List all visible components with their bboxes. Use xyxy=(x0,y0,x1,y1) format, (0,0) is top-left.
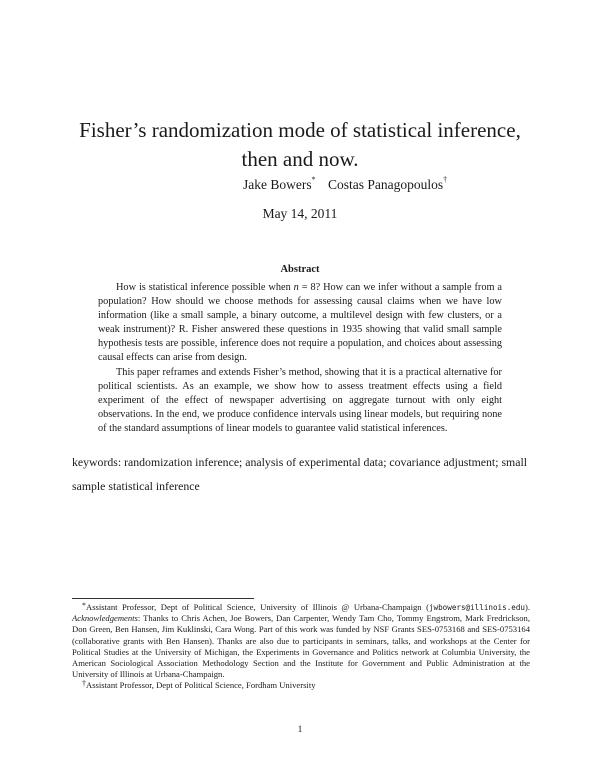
title-line-2: then and now. xyxy=(241,147,359,171)
title-line-1: Fisher’s randomization mode of statistical inference, xyxy=(79,118,521,142)
author-name: Jake Bowers xyxy=(243,177,312,192)
footnote-2: †Assistant Professor, Dept of Political Science, Fordham University xyxy=(82,679,316,691)
author-email-link[interactable]: jwbowers@illinois.edu xyxy=(428,603,525,612)
abstract-heading: Abstract xyxy=(280,264,320,275)
paper-date: May 14, 2011 xyxy=(262,206,338,221)
abstract-body xyxy=(98,281,502,436)
abstract-paragraph-2: This paper reframes and extends Fisher’s method, showing that it is a practical alternative for political scientists. As an example, we show how to assess treatment effects using a field experiment of the effect of newspaper advertising on aggregate turnout with only eight observations. In the end, we produce confidence intervals using linear models, but requiring none of the standard assumptions of linear models to guarantee valid statistical inferences. xyxy=(98,366,502,434)
author-name: Costas Panagopoulos xyxy=(328,177,444,192)
author-footnote-mark: * xyxy=(311,175,316,184)
footnote-1: *Assistant Professor, Dept of Political Science, University of Illinois @ Urbana-Champaign (jwbowers@illinois.edu). Acknowledgements: Thanks to Chris Achen, Joe Bowers, Dan Carpenter, Wendy Tam Cho, Tommy Engstrom, Mark Fredrickson, Don Green, Ben Hansen, Jim Kuklinski, Cara Wong. Part of this work was funded by NSF Grants SES-0753168 and SES-0753164 (collaborative grants with Ben Hansen). Thanks are also due to participants in seminars, talks, and workshops at the Center for Political Studies at the University of Michigan, the Experiments in Governance and Politics network at Columbia University, the American Sociological Association Methodology Section and the Institute for Government and Public Administration at the University of Illinois at Urbana-Champaign. xyxy=(72,601,530,680)
author-panagopoulos xyxy=(328,177,447,193)
footnote-mark: † xyxy=(82,679,86,689)
footnote-rule xyxy=(72,598,254,599)
page-number: 1 xyxy=(297,725,303,735)
author-footnote-mark: † xyxy=(443,175,448,184)
author-bowers xyxy=(243,177,316,193)
keywords: keywords: randomization inference; analysis of experimental data; covariance adjustment; small sample statistical inference xyxy=(72,455,527,493)
abstract-paragraph-1: How is statistical inference possible when n = 8? How can we infer without a sample from a population? How should we choose methods for assessing causal claims when we have low information (like a small sample, a binary outcome, a multilevel design with few clusters, or a weak instrument)? R. Fisher answered these questions in 1935 showing that valid small sample hypothesis tests are possible, inference does not require a population, and choices about assessing causal effects can arise from design. xyxy=(98,282,502,364)
footnote-mark: * xyxy=(82,601,86,610)
math-n: n xyxy=(293,282,299,293)
acknowledgements-label: Acknowledgements xyxy=(72,613,138,624)
paper-title xyxy=(60,116,540,174)
footnotes xyxy=(72,602,530,692)
